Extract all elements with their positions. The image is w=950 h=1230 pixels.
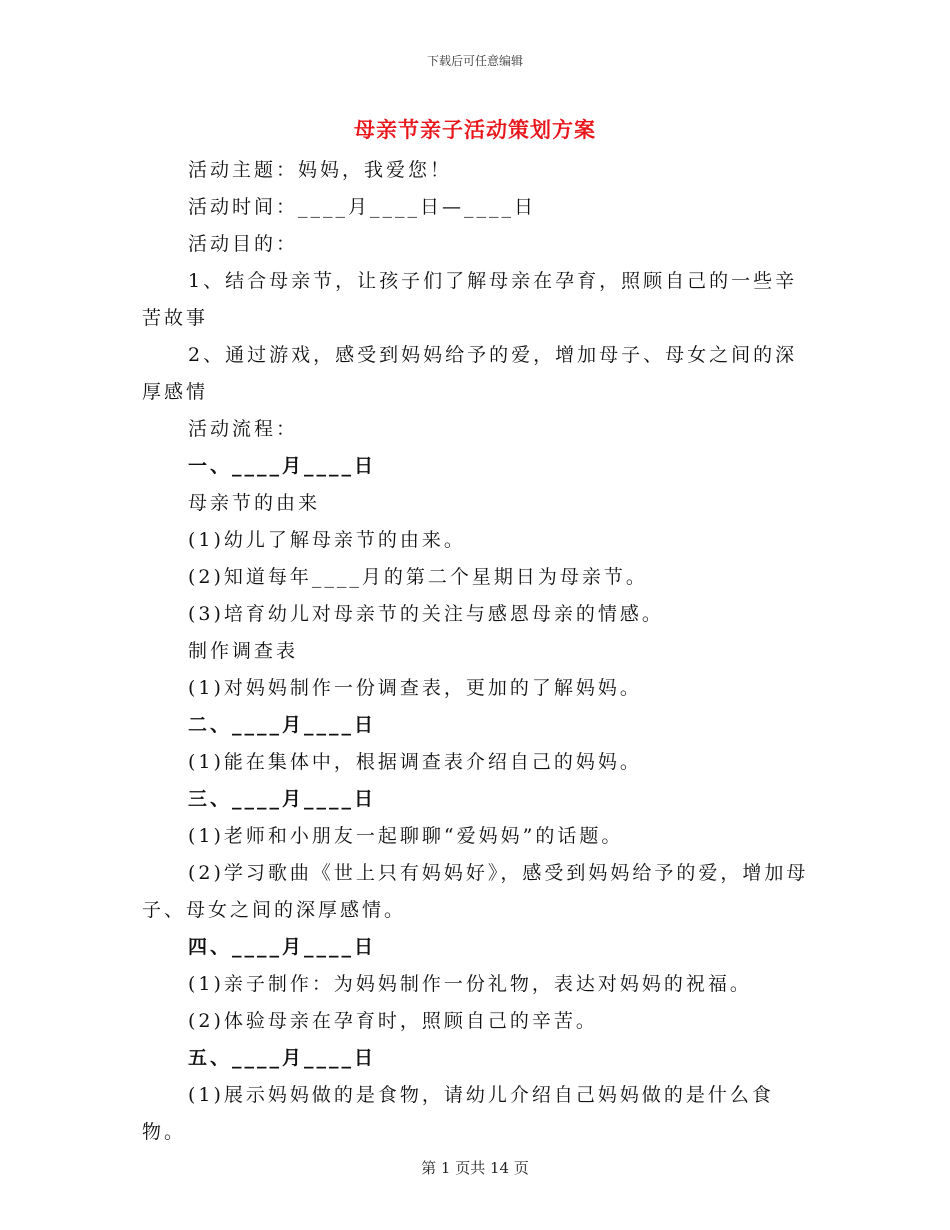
body-paragraph: 活动目的： (188, 233, 299, 255)
section-heading: 五、____月____日 (188, 1047, 377, 1069)
body-paragraph: (3)培育幼儿对母亲节的关注与感恩母亲的情感。 (188, 603, 664, 625)
body-paragraph: (1)幼儿了解母亲节的由来。 (188, 529, 466, 551)
body-paragraph: 2、通过游戏，感受到妈妈给予的爱，增加母子、母女之间的深厚感情 (142, 344, 798, 403)
body-paragraph: 活动主题：妈妈，我爱您！ (188, 159, 453, 181)
body-paragraph: 活动时间：____月____日—____日 (188, 196, 537, 218)
body-paragraph: (1)老师和小朋友一起聊聊“爱妈妈”的话题。 (188, 825, 624, 847)
body-paragraph: (1)能在集体中，根据调查表介绍自己的妈妈。 (188, 751, 642, 773)
body-paragraph: (1)展示妈妈做的是食物，请幼儿介绍自己妈妈做的是什么食物。 (142, 1084, 774, 1143)
body-paragraph: 制作调查表 (188, 640, 299, 662)
body-paragraph: (2)知道每年____月的第二个星期日为母亲节。 (188, 566, 648, 588)
body-paragraph: (2)体验母亲在孕育时，照顾自己的辛苦。 (188, 1010, 598, 1032)
section-heading: 四、____月____日 (188, 936, 377, 958)
body-paragraph: (1)对妈妈制作一份调查表，更加的了解妈妈。 (188, 677, 642, 699)
document-title: 母亲节亲子活动策划方案 (354, 117, 596, 142)
section-heading: 三、____月____日 (188, 788, 377, 810)
section-heading: 二、____月____日 (188, 714, 377, 736)
body-paragraph: 活动流程： (188, 418, 299, 440)
document-body (142, 152, 810, 1151)
body-paragraph: 母亲节的由来 (188, 492, 321, 514)
section-heading: 一、____月____日 (188, 455, 377, 477)
page-footer: 第 1 页共 14 页 (421, 1159, 529, 1177)
body-paragraph: (2)学习歌曲《世上只有妈妈好》，感受到妈妈给予的爱，增加母子、母女之间的深厚感情。 (142, 862, 809, 921)
page-header: 下载后可任意编辑 (426, 54, 523, 68)
body-paragraph: (1)亲子制作：为妈妈制作一份礼物，表达对妈妈的祝福。 (188, 973, 752, 995)
body-paragraph: 1、结合母亲节，让孩子们了解母亲在孕育，照顾自己的一些辛苦故事 (142, 270, 798, 329)
